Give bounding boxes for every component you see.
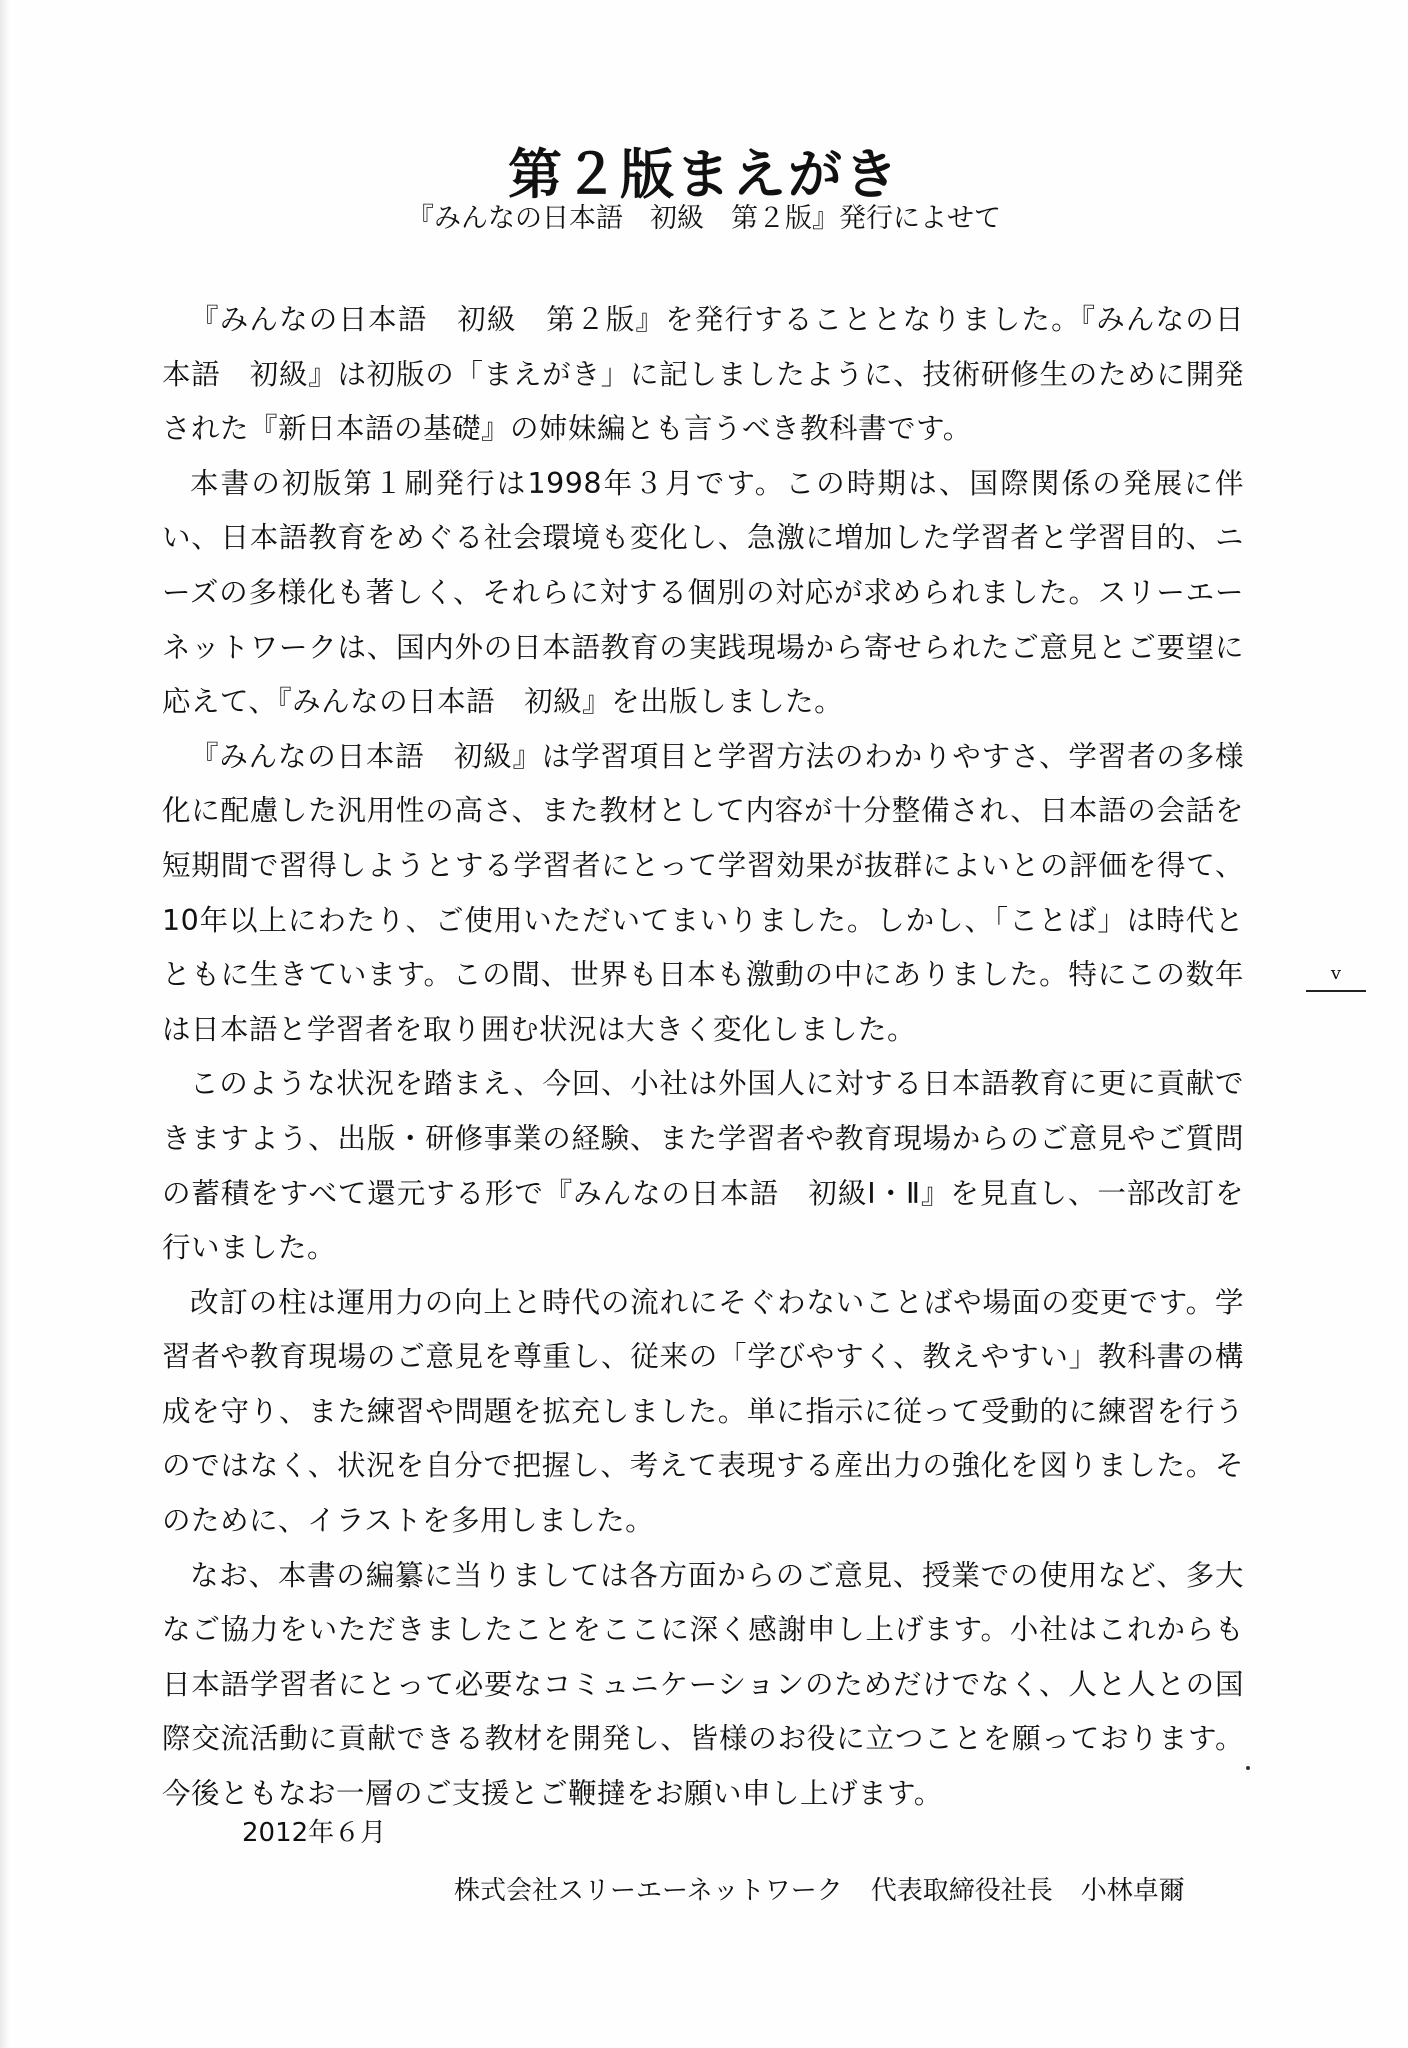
paragraph: このような状況を踏まえ、今回、小社は外国人に対する日本語教育に更に貢献できますよう、出版・研修事業の経験、また学習者や教育現場からのご意見やご質問の蓄積をすべて還元する形で『みんなの日本語 初級Ⅰ・Ⅱ』を見直し、一部改訂を行いました。 [162, 1067, 1244, 1265]
page-number-rule [1306, 990, 1366, 992]
author-position: 代表取締役社長 [870, 1876, 1053, 1906]
company-name: 株式会社スリーエーネットワーク [454, 1876, 843, 1906]
page-title: 第２版まえがき [508, 143, 900, 206]
page-subtitle: 『みんなの日本語 初級 第２版』発行によせて [407, 203, 1001, 234]
paragraph: 改訂の柱は運用力の向上と時代の流れにそぐわないことばや場面の変更です。学習者や教育現場のご意見を尊重し、従来の「学びやすく、教えやすい」教科書の構成を守り、また練習や問題を拡充しました。単に指示に従って受動的に練習を行うのではなく、状況を自分で把握し、考えて表現する産出力の強化を図りました。そのために、イラストを多用しました。 [162, 1285, 1244, 1538]
author-name: 小林卓爾 [1080, 1876, 1185, 1906]
preface-date: 2012年６月 [242, 1818, 387, 1848]
paragraph: なお、本書の編纂に当りましては各方面からのご意見、授業での使用など、多大なご協力をいただきましたことをここに深く感謝申し上げます。小社はこれからも日本語学習者にとって必要なコミュニケーションのためだけでなく、人と人との国際交流活動に貢献できる教材を開発し、皆様のお役に立つことを願っております。今後ともなお一層のご支援とご鞭撻をお願い申し上げます。 [162, 1558, 1244, 1811]
paragraph: 『みんなの日本語 初級』は学習項目と学習方法のわかりやすさ、学習者の多様化に配慮した汎用性の高さ、また教材として内容が十分整備され、日本語の会話を短期間で習得しようとする学習者にとって学習効果が抜群によいとの評価を得て、10年以上にわたり、ご使用いただいてまいりました。しかし、「ことば」は時代とともに生きています。この間、世界も日本も激動の中にありました。特にこの数年は日本語と学習者を取り囲む状況は大きく変化しました。 [162, 739, 1244, 1046]
scan-edge-shadow [0, 0, 10, 2048]
scan-speck [1246, 1766, 1250, 1770]
page-number: v [1330, 963, 1342, 984]
paragraph: 『みんなの日本語 初級 第２版』を発行することとなりました。『みんなの日本語 初級』は初版の「まえがき」に記しましたように、技術研修生のために開発された『新日本語の基礎』の姉妹編とも言うべき教科書です。 [162, 303, 1244, 446]
page-number-marker [1306, 964, 1366, 992]
preface-body [162, 293, 1244, 1822]
signature-line [454, 1870, 1185, 1907]
paragraph: 本書の初版第１刷発行は1998年３月です。この時期は、国際関係の発展に伴い、日本語教育をめぐる社会環境も変化し、急激に増加した学習者と学習目的、ニーズの多様化も著しく、それらに対する個別の対応が求められました。スリーエーネットワークは、国内外の日本語教育の実践現場から寄せられたご意見とご要望に応えて、『みんなの日本語 初級』を出版しました。 [162, 466, 1244, 719]
